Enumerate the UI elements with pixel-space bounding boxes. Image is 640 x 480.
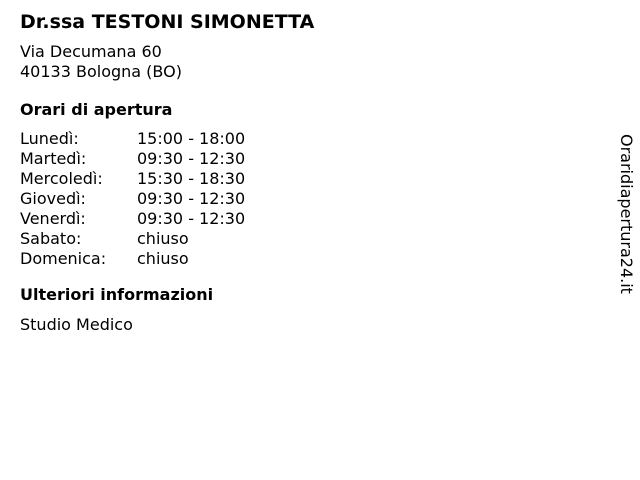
time-value: chiuso [137, 229, 189, 248]
additional-info-title: Ulteriori informazioni [20, 285, 214, 304]
day-label: Lunedì: [20, 129, 79, 148]
time-value: 15:00 - 18:00 [137, 129, 246, 148]
hours-row-tuesday [20, 149, 600, 169]
hours-row-wednesday [20, 169, 600, 189]
day-label: Domenica: [20, 249, 107, 268]
opening-hours-table [20, 129, 600, 269]
page-title: Dr.ssa TESTONI SIMONETTA [20, 11, 315, 33]
hours-row-thursday [20, 189, 600, 209]
business-card [20, 10, 600, 335]
hours-row-sunday [20, 249, 600, 269]
time-value: 09:30 - 12:30 [137, 149, 246, 168]
site-watermark: Oraridiapertura24.it [617, 134, 636, 294]
address-street: Via Decumana 60 [20, 42, 162, 61]
day-label: Sabato: [20, 229, 82, 248]
hours-row-monday [20, 129, 600, 149]
day-label: Martedì: [20, 149, 87, 168]
time-value: 09:30 - 12:30 [137, 189, 246, 208]
day-label: Venerdì: [20, 209, 86, 228]
time-value: chiuso [137, 249, 189, 268]
time-value: 15:30 - 18:30 [137, 169, 246, 188]
address-city: 40133 Bologna (BO) [20, 62, 182, 81]
address-block [20, 42, 600, 82]
additional-info-text: Studio Medico [20, 315, 133, 334]
day-label: Mercoledì: [20, 169, 103, 188]
time-value: 09:30 - 12:30 [137, 209, 246, 228]
day-label: Giovedì: [20, 189, 86, 208]
opening-hours-title: Orari di apertura [20, 100, 173, 119]
hours-row-friday [20, 209, 600, 229]
hours-row-saturday [20, 229, 600, 249]
